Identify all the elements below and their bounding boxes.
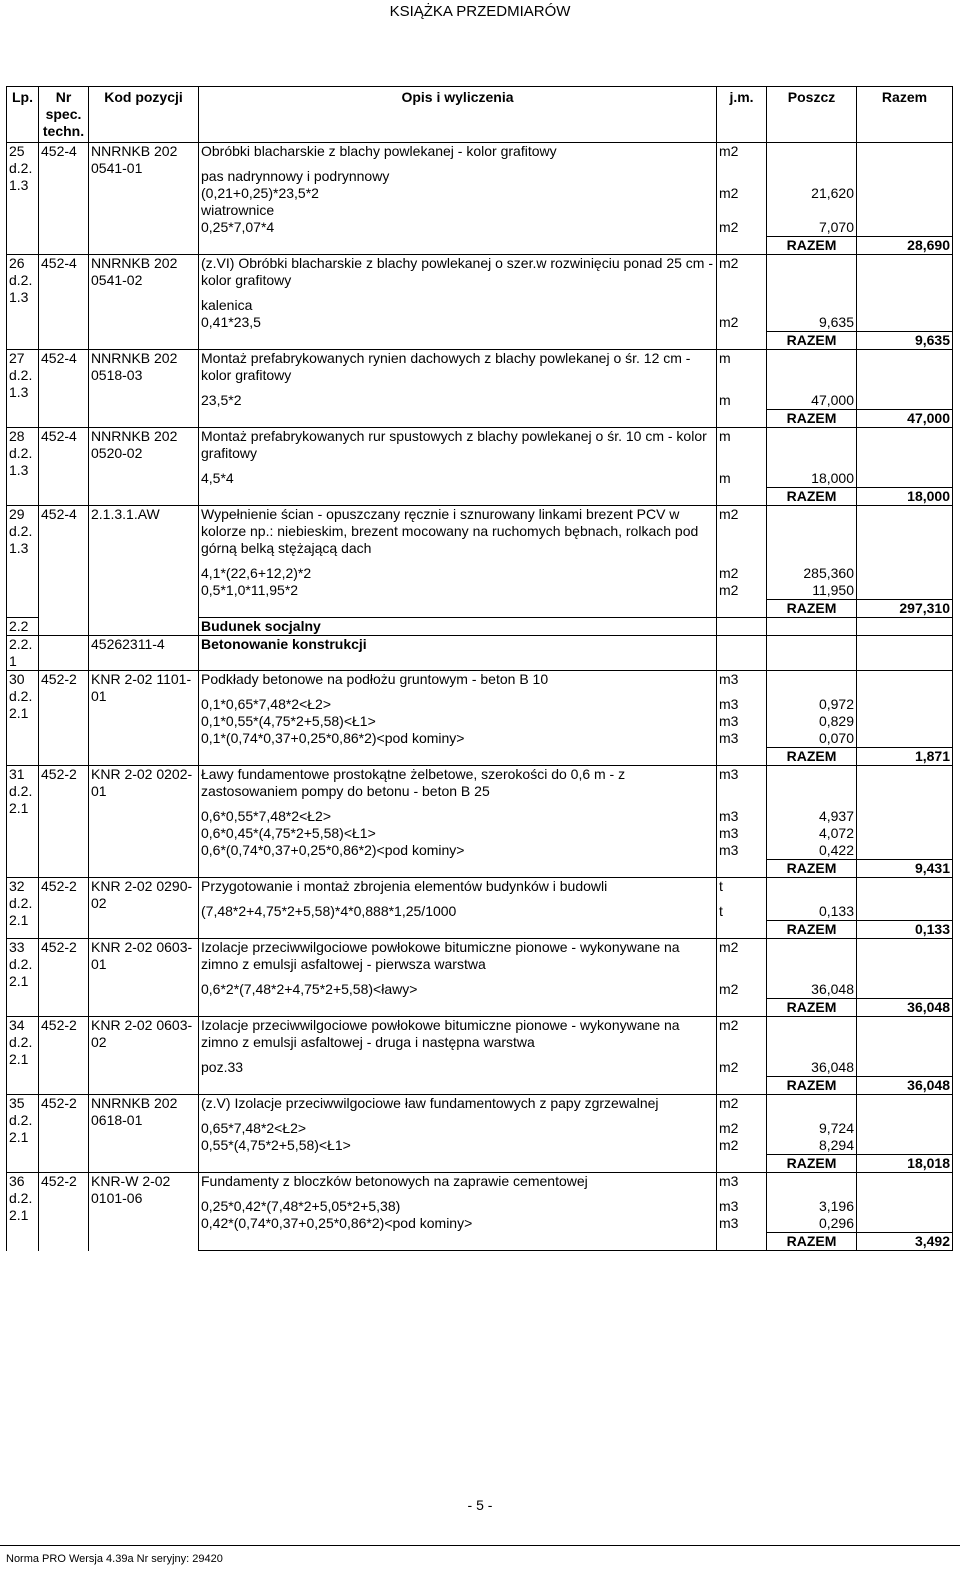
total-value: 9,635 bbox=[857, 332, 953, 350]
position-row bbox=[7, 939, 953, 974]
total-label: RAZEM bbox=[767, 1233, 857, 1251]
document-header: KSIĄŻKA PRZEDMIARÓW bbox=[389, 3, 571, 20]
calc-unit: m2 bbox=[717, 1059, 767, 1077]
position-row bbox=[7, 255, 953, 290]
calc-unit: m bbox=[717, 392, 767, 410]
calc-expression: 4,1*(22,6+12,2)*2 bbox=[199, 565, 717, 582]
calc-value bbox=[767, 168, 857, 185]
section-lp: 2.2 bbox=[7, 618, 39, 636]
position-description: Izolacje przeciwwilgociowe powłokowe bitumiczne pionowe - wykonywane na zimno z emulsji asfaltowej - druga i następna warstwa bbox=[199, 1017, 717, 1052]
calc-expression: 0,65*7,48*2<Ł2> bbox=[199, 1120, 717, 1137]
position-unit: m2 bbox=[717, 255, 767, 290]
position-description: Izolacje przeciwwilgociowe powłokowe bitumiczne pionowe - wykonywane na zimno z emulsji asfaltowej - pierwsza warstwa bbox=[199, 939, 717, 974]
calc-expression: wiatrownice bbox=[199, 202, 717, 219]
position-lp: 26 d.2. 1.3 bbox=[7, 255, 39, 350]
calc-unit bbox=[717, 168, 767, 185]
position-lp: 27 d.2. 1.3 bbox=[7, 350, 39, 428]
section-title: Budunek socjalny bbox=[199, 618, 717, 636]
position-lp: 36 d.2. 2.1 bbox=[7, 1173, 39, 1251]
calc-value: 0,422 bbox=[767, 842, 857, 860]
position-description: Obróbki blacharskie z blachy powlekanej - kolor grafitowy bbox=[199, 143, 717, 161]
calc-value bbox=[767, 297, 857, 314]
calc-value: 47,000 bbox=[767, 392, 857, 410]
position-kod: NNRNKB 202 0518-03 bbox=[89, 350, 199, 428]
total-value: 36,048 bbox=[857, 1077, 953, 1095]
col-lp: Lp. bbox=[7, 87, 39, 143]
total-label: RAZEM bbox=[767, 600, 857, 618]
calc-expression: 0,25*0,42*(7,48*2+5,05*2+5,38) bbox=[199, 1198, 717, 1215]
total-value: 18,018 bbox=[857, 1155, 953, 1173]
calc-unit: m2 bbox=[717, 582, 767, 600]
calc-unit: m2 bbox=[717, 219, 767, 237]
calc-expression: 0,6*(0,74*0,37+0,25*0,86*2)<pod kominy> bbox=[199, 842, 717, 860]
calc-unit: m3 bbox=[717, 1198, 767, 1215]
position-unit: m2 bbox=[717, 1095, 767, 1113]
position-row bbox=[7, 428, 953, 463]
calc-value: 3,196 bbox=[767, 1198, 857, 1215]
position-row bbox=[7, 671, 953, 689]
position-row bbox=[7, 1173, 953, 1191]
total-value: 3,492 bbox=[857, 1233, 953, 1251]
position-kod: 2.1.3.1.AW bbox=[89, 506, 199, 618]
calc-expression: poz.33 bbox=[199, 1059, 717, 1077]
position-description: (z.VI) Obróbki blacharskie z blachy powlekanej o szer.w rozwinięciu ponad 25 cm - kolor grafitowy bbox=[199, 255, 717, 290]
calc-expression: 0,6*0,55*7,48*2<Ł2> bbox=[199, 808, 717, 825]
position-lp: 28 d.2. 1.3 bbox=[7, 428, 39, 506]
position-kod: KNR 2-02 0202-01 bbox=[89, 766, 199, 878]
position-description: Montaż prefabrykowanych rur spustowych z blachy powlekanej o śr. 10 cm - kolor grafitowy bbox=[199, 428, 717, 463]
total-value: 9,431 bbox=[857, 860, 953, 878]
total-label: RAZEM bbox=[767, 921, 857, 939]
calc-value: 0,972 bbox=[767, 696, 857, 713]
calc-value bbox=[767, 202, 857, 219]
col-razem: Razem bbox=[857, 87, 953, 143]
subsection-kod: 45262311-4 bbox=[89, 636, 199, 671]
position-nr: 452-4 bbox=[39, 350, 89, 428]
total-label: RAZEM bbox=[767, 860, 857, 878]
position-description: Fundamenty z bloczków betonowych na zaprawie cementowej bbox=[199, 1173, 717, 1191]
calc-unit: m2 bbox=[717, 314, 767, 332]
total-label: RAZEM bbox=[767, 1077, 857, 1095]
calc-unit: m3 bbox=[717, 730, 767, 748]
calc-expression: 0,1*(0,74*0,37+0,25*0,86*2)<pod kominy> bbox=[199, 730, 717, 748]
total-label: RAZEM bbox=[767, 488, 857, 506]
page-number: - 5 - bbox=[467, 1497, 493, 1513]
calc-unit: m2 bbox=[717, 1137, 767, 1155]
calc-value: 0,133 bbox=[767, 903, 857, 921]
position-lp: 33 d.2. 2.1 bbox=[7, 939, 39, 1017]
position-lp: 34 d.2. 2.1 bbox=[7, 1017, 39, 1095]
calc-expression: (7,48*2+4,75*2+5,58)*4*0,888*1,25/1000 bbox=[199, 903, 717, 921]
position-unit: m3 bbox=[717, 1173, 767, 1191]
calc-expression: 23,5*2 bbox=[199, 392, 717, 410]
position-kod: NNRNKB 202 0520-02 bbox=[89, 428, 199, 506]
calc-value: 11,950 bbox=[767, 582, 857, 600]
total-label: RAZEM bbox=[767, 237, 857, 255]
calc-expression: 4,5*4 bbox=[199, 470, 717, 488]
calc-value: 0,070 bbox=[767, 730, 857, 748]
position-nr: 452-2 bbox=[39, 939, 89, 1017]
calc-value: 8,294 bbox=[767, 1137, 857, 1155]
calc-expression: 0,55*(4,75*2+5,58)<Ł1> bbox=[199, 1137, 717, 1155]
calc-expression: (0,21+0,25)*23,5*2 bbox=[199, 185, 717, 202]
calc-unit: t bbox=[717, 903, 767, 921]
col-opis: Opis i wyliczenia bbox=[199, 87, 717, 143]
col-nr-spec: Nr spec. techn. bbox=[39, 87, 89, 143]
calc-expression: 0,1*0,65*7,48*2<Ł2> bbox=[199, 696, 717, 713]
calc-unit: m2 bbox=[717, 981, 767, 999]
position-nr: 452-2 bbox=[39, 766, 89, 878]
table-body-roof bbox=[7, 143, 953, 618]
calc-unit bbox=[717, 297, 767, 314]
total-label: RAZEM bbox=[767, 410, 857, 428]
table-body-foundation bbox=[7, 671, 953, 1251]
footer-divider bbox=[0, 1545, 960, 1546]
col-kod: Kod pozycji bbox=[89, 87, 199, 143]
position-description: Montaż prefabrykowanych rynien dachowych z blachy powlekanej o śr. 12 cm - kolor grafitowy bbox=[199, 350, 717, 385]
calc-unit: m3 bbox=[717, 696, 767, 713]
calc-expression: kalenica bbox=[199, 297, 717, 314]
position-unit: m2 bbox=[717, 939, 767, 974]
position-unit: m bbox=[717, 428, 767, 463]
position-nr: 452-2 bbox=[39, 1173, 89, 1251]
position-row bbox=[7, 1017, 953, 1052]
position-description: Wypełnienie ścian - opuszczany ręcznie i sznurowany linkami brezent PCV w kolorze np.: niebieskim, brezent mocowany na ruchomych bębnach, rolkach pod górną belką stężającą dach bbox=[199, 506, 717, 558]
position-description: Przygotowanie i montaż zbrojenia elementów budynków i budowli bbox=[199, 878, 717, 896]
position-description: Ławy fundamentowe prostokątne żelbetowe, szerokości do 0,6 m - z zastosowaniem pompy do betonu - beton B 25 bbox=[199, 766, 717, 801]
calc-value: 4,072 bbox=[767, 825, 857, 842]
calc-expression: 0,6*0,45*(4,75*2+5,58)<Ł1> bbox=[199, 825, 717, 842]
calc-value: 9,724 bbox=[767, 1120, 857, 1137]
calc-unit bbox=[717, 202, 767, 219]
position-row bbox=[7, 143, 953, 161]
calc-expression: 0,25*7,07*4 bbox=[199, 219, 717, 237]
calc-value: 0,829 bbox=[767, 713, 857, 730]
calc-unit: m2 bbox=[717, 1120, 767, 1137]
position-lp: 30 d.2. 2.1 bbox=[7, 671, 39, 766]
position-lp: 31 d.2. 2.1 bbox=[7, 766, 39, 878]
total-value: 47,000 bbox=[857, 410, 953, 428]
position-unit: t bbox=[717, 878, 767, 896]
position-description: Podkłady betonowe na podłożu gruntowym - beton B 10 bbox=[199, 671, 717, 689]
total-value: 297,310 bbox=[857, 600, 953, 618]
calc-expression: 0,6*2*(7,48*2+4,75*2+5,58)<ławy> bbox=[199, 981, 717, 999]
calc-unit: m bbox=[717, 470, 767, 488]
section-rows bbox=[7, 618, 953, 671]
subsection-row bbox=[7, 636, 953, 671]
position-unit: m3 bbox=[717, 671, 767, 689]
calc-expression: 0,42*(0,74*0,37+0,25*0,86*2)<pod kominy> bbox=[199, 1215, 717, 1233]
calc-value: 18,000 bbox=[767, 470, 857, 488]
calc-expression: 0,41*23,5 bbox=[199, 314, 717, 332]
calc-expression: 0,1*0,55*(4,75*2+5,58)<Ł1> bbox=[199, 713, 717, 730]
total-value: 18,000 bbox=[857, 488, 953, 506]
position-nr: 452-4 bbox=[39, 428, 89, 506]
total-label: RAZEM bbox=[767, 1155, 857, 1173]
position-unit: m3 bbox=[717, 766, 767, 801]
calc-value: 36,048 bbox=[767, 981, 857, 999]
col-poszcz: Poszcz bbox=[767, 87, 857, 143]
position-row bbox=[7, 1095, 953, 1113]
total-value: 1,871 bbox=[857, 748, 953, 766]
position-nr: 452-2 bbox=[39, 878, 89, 939]
calc-unit: m3 bbox=[717, 825, 767, 842]
position-kod: NNRNKB 202 0618-01 bbox=[89, 1095, 199, 1173]
position-lp: 25 d.2. 1.3 bbox=[7, 143, 39, 255]
position-unit: m2 bbox=[717, 1017, 767, 1052]
position-kod: NNRNKB 202 0541-02 bbox=[89, 255, 199, 350]
calc-unit: m2 bbox=[717, 565, 767, 582]
position-row bbox=[7, 766, 953, 801]
position-nr: 452-4 bbox=[39, 143, 89, 255]
position-kod: KNR 2-02 0603-01 bbox=[89, 939, 199, 1017]
position-unit: m bbox=[717, 350, 767, 385]
calc-value: 9,635 bbox=[767, 314, 857, 332]
position-nr: 452-4 bbox=[39, 255, 89, 350]
total-value: 36,048 bbox=[857, 999, 953, 1017]
position-nr: 452-2 bbox=[39, 1095, 89, 1173]
position-lp: 29 d.2. 1.3 bbox=[7, 506, 39, 618]
position-kod: KNR 2-02 1101-01 bbox=[89, 671, 199, 766]
calc-value: 285,360 bbox=[767, 565, 857, 582]
total-label: RAZEM bbox=[767, 332, 857, 350]
position-nr: 452-4 bbox=[39, 506, 89, 618]
calc-value: 7,070 bbox=[767, 219, 857, 237]
position-kod: NNRNKB 202 0541-01 bbox=[89, 143, 199, 255]
calc-value: 4,937 bbox=[767, 808, 857, 825]
position-nr: 452-2 bbox=[39, 671, 89, 766]
position-row bbox=[7, 506, 953, 558]
calc-unit: m3 bbox=[717, 1215, 767, 1233]
total-label: RAZEM bbox=[767, 999, 857, 1017]
calc-unit: m2 bbox=[717, 185, 767, 202]
position-row bbox=[7, 878, 953, 896]
calc-value: 0,296 bbox=[767, 1215, 857, 1233]
subsection-title: Betonowanie konstrukcji bbox=[199, 636, 717, 671]
section-row bbox=[7, 618, 953, 636]
calc-unit: m3 bbox=[717, 713, 767, 730]
calc-value: 21,620 bbox=[767, 185, 857, 202]
position-kod: KNR 2-02 0290-02 bbox=[89, 878, 199, 939]
position-nr: 452-2 bbox=[39, 1017, 89, 1095]
position-lp: 35 d.2. 2.1 bbox=[7, 1095, 39, 1173]
calc-unit: m3 bbox=[717, 842, 767, 860]
calc-expression: 0,5*1,0*11,95*2 bbox=[199, 582, 717, 600]
calc-unit: m3 bbox=[717, 808, 767, 825]
position-row bbox=[7, 350, 953, 385]
calc-expression: pas nadrynnowy i podrynnowy bbox=[199, 168, 717, 185]
subsection-lp: 2.2. 1 bbox=[7, 636, 39, 671]
total-value: 28,690 bbox=[857, 237, 953, 255]
total-label: RAZEM bbox=[767, 748, 857, 766]
position-description: (z.V) Izolacje przeciwwilgociowe ław fundamentowych z papy zgrzewalnej bbox=[199, 1095, 717, 1113]
position-unit: m2 bbox=[717, 143, 767, 161]
table-header-row bbox=[7, 87, 953, 143]
total-value: 0,133 bbox=[857, 921, 953, 939]
position-lp: 32 d.2. 2.1 bbox=[7, 878, 39, 939]
position-kod: KNR 2-02 0603-02 bbox=[89, 1017, 199, 1095]
position-unit: m2 bbox=[717, 506, 767, 558]
estimate-table bbox=[6, 86, 953, 1251]
footer-text: Norma PRO Wersja 4.39a Nr seryjny: 29420 bbox=[6, 1553, 223, 1565]
position-kod: KNR-W 2-02 0101-06 bbox=[89, 1173, 199, 1251]
calc-value: 36,048 bbox=[767, 1059, 857, 1077]
col-jm: j.m. bbox=[717, 87, 767, 143]
